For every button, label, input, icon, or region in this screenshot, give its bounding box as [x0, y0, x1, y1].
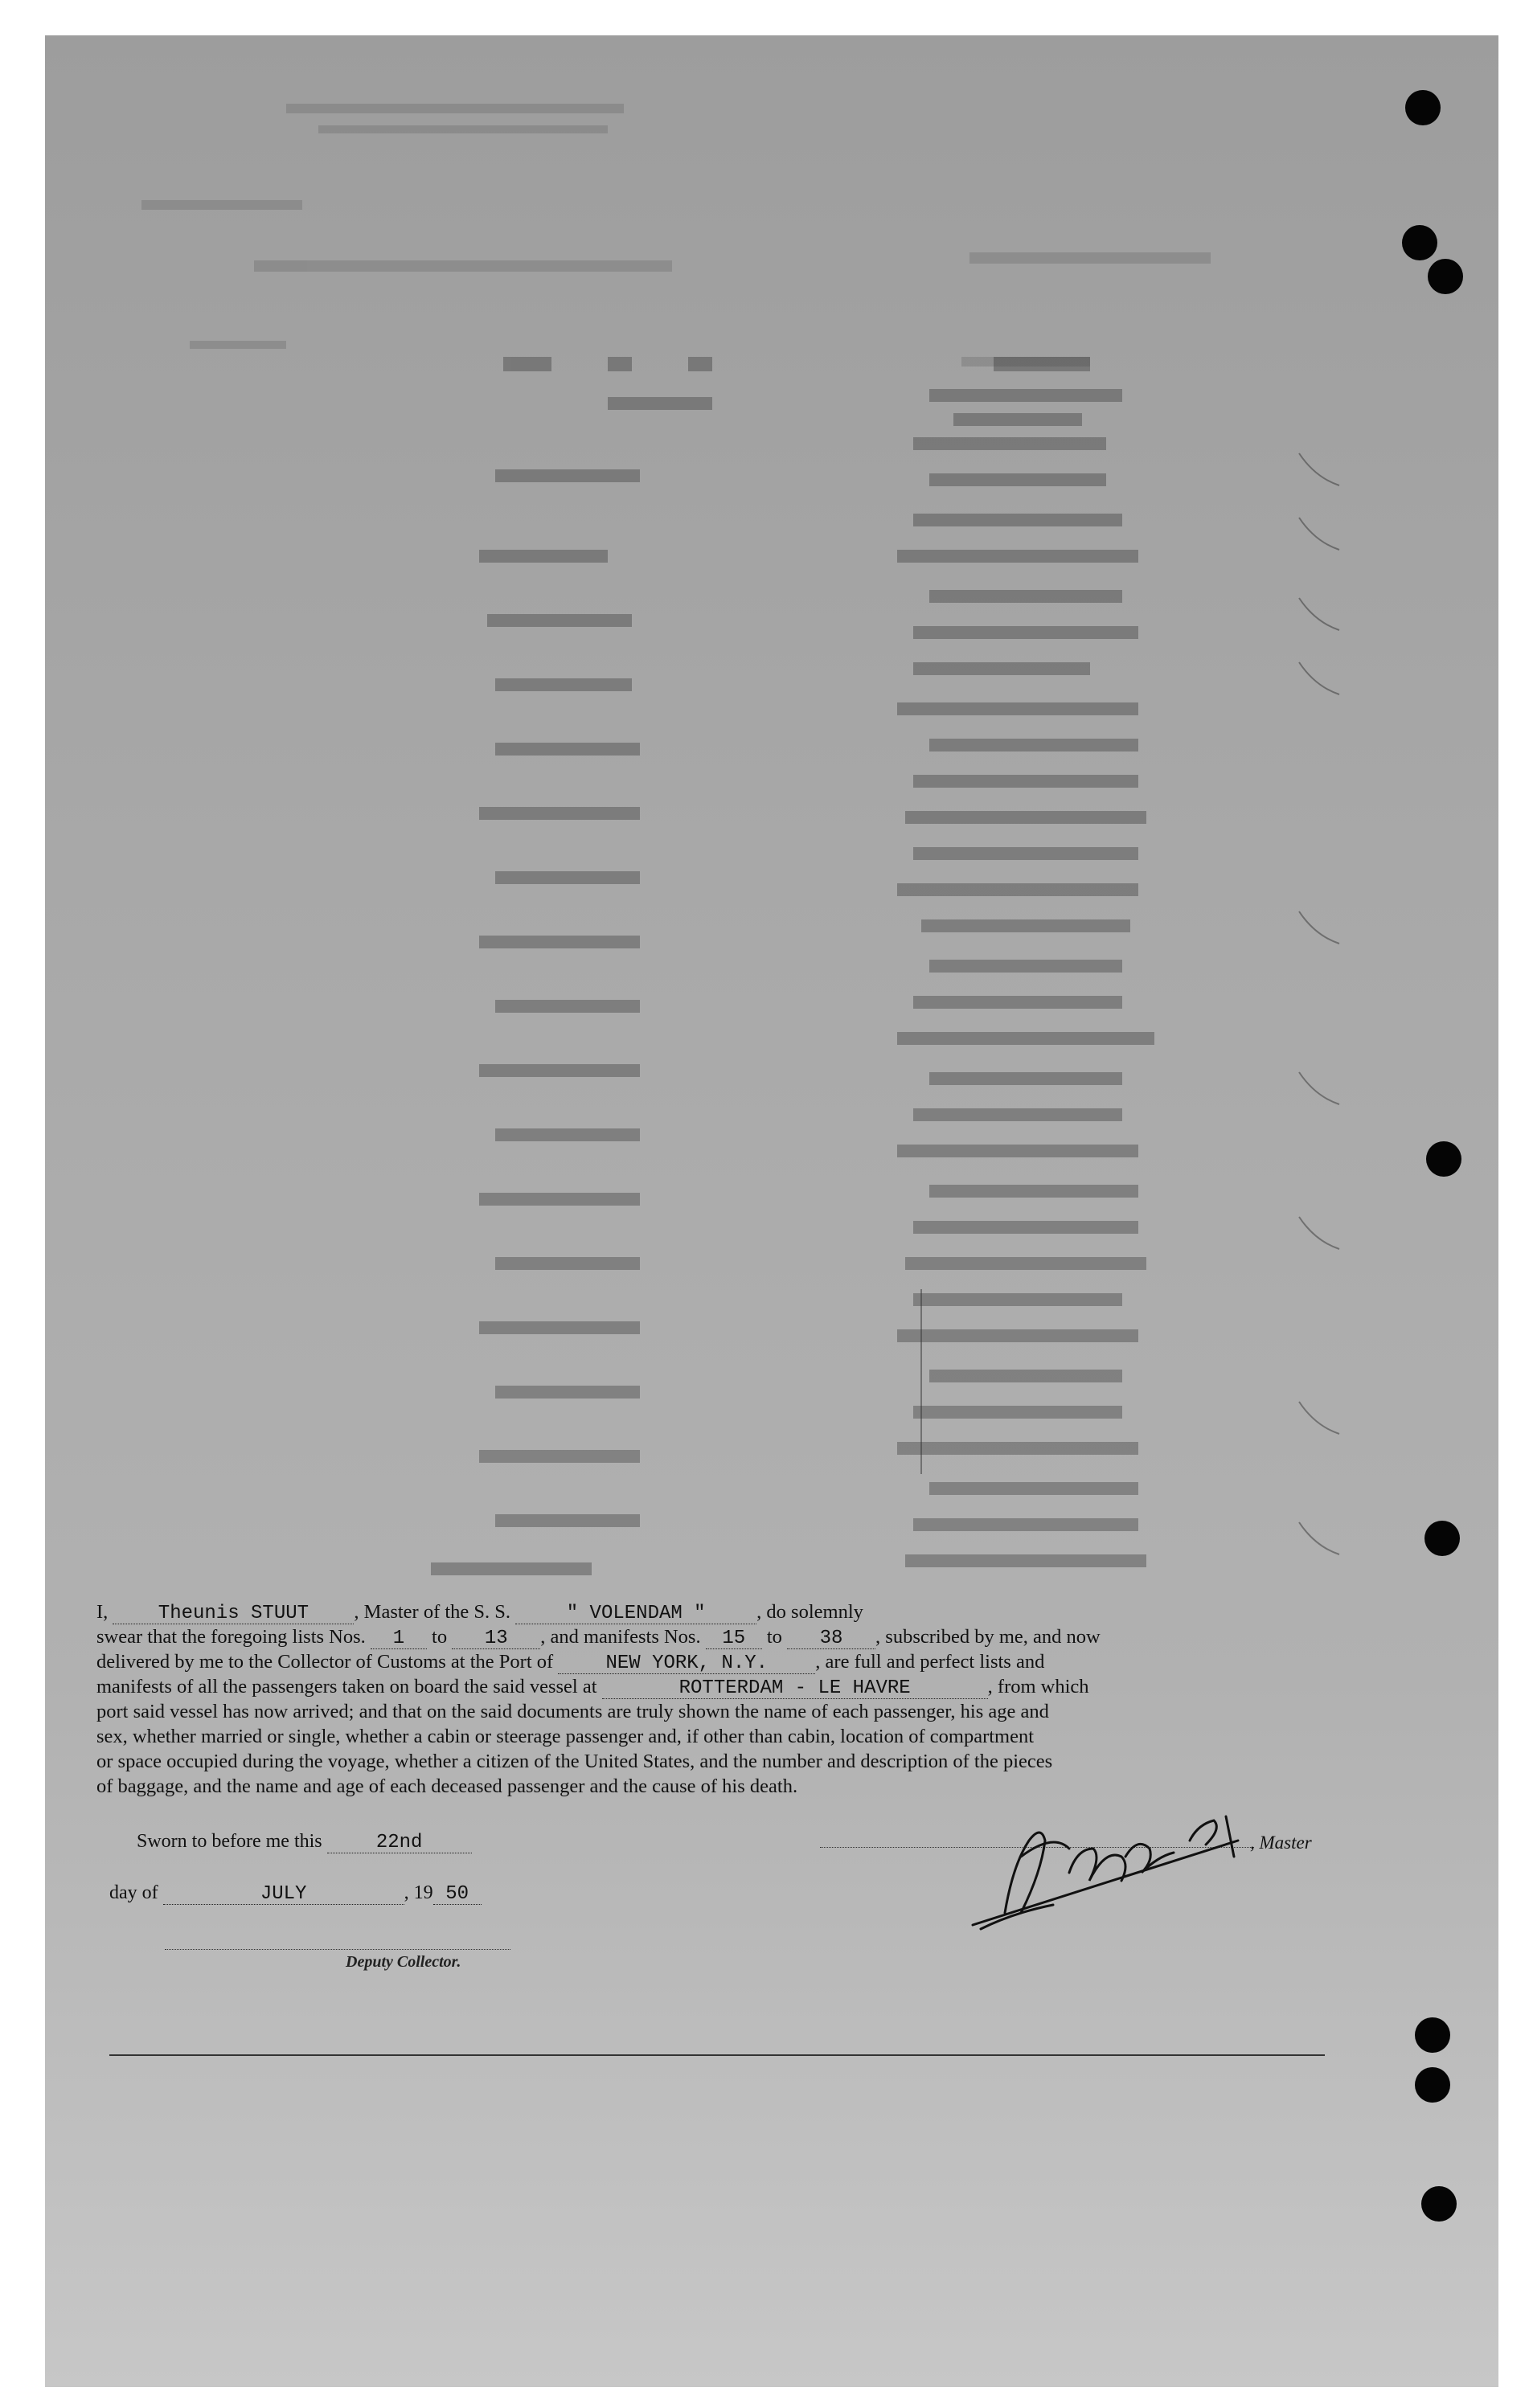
ship-name-field: " VOLENDAM " [515, 1604, 756, 1624]
month-field: JULY [163, 1885, 404, 1905]
punch-hole [1402, 225, 1437, 260]
deputy-collector-line [165, 1949, 510, 1950]
affidavit-line-3 [96, 1649, 1334, 1674]
affidavit-text: , are full and perfect lists and [815, 1651, 1045, 1673]
affidavit-text: , subscribed by me, and now [875, 1626, 1101, 1648]
master-label: , Master [1250, 1833, 1312, 1853]
affidavit-text: delivered by me to the Collector of Customs at the Port of [96, 1651, 554, 1673]
manifest-to-field: 38 [787, 1629, 875, 1649]
year-field: 50 [433, 1885, 482, 1905]
bottom-rule [109, 2054, 1325, 2056]
punch-hole [1405, 90, 1441, 125]
bleed-through-texture [45, 35, 1498, 1603]
master-signature [949, 1792, 1286, 1953]
affidavit-body-4: of baggage, and the name and age of each deceased passenger and the cause of his death. [96, 1775, 798, 1797]
punch-hole [1426, 1141, 1461, 1177]
sworn-text: Sworn to before me this [137, 1831, 322, 1852]
punch-hole [1421, 2186, 1457, 2222]
affidavit-body-1: port said vessel has now arrived; and that on the said documents are truly shown the name of each passenger, his age and [96, 1701, 1049, 1722]
origin-port-field: ROTTERDAM - LE HAVRE [602, 1679, 988, 1699]
affidavit-text: to [432, 1626, 448, 1648]
affidavit-body-3: or space occupied during the voyage, whether a citizen of the United States, and the number and description of the pieces [96, 1751, 1053, 1772]
affidavit-text: I, [96, 1601, 109, 1623]
punch-hole [1415, 2017, 1450, 2053]
day-of-text: day of [109, 1882, 158, 1903]
day-of-line [109, 1882, 482, 1905]
punch-hole [1424, 1521, 1460, 1556]
affidavit-body-2: sex, whether married or single, whether a cabin or steerage passenger and, if other than cabin, location of compartment [96, 1726, 1035, 1747]
affidavit-line-1 [96, 1599, 1334, 1624]
master-name-field: Theunis STUUT [113, 1604, 354, 1624]
sworn-day-field: 22nd [327, 1833, 472, 1853]
affidavit-text: to [766, 1626, 782, 1648]
punch-hole [1415, 2067, 1450, 2103]
year-prefix-text: , 19 [404, 1882, 433, 1903]
masters-affidavit [96, 1599, 1334, 1799]
punch-hole [1428, 259, 1463, 294]
affidavit-line-4 [96, 1674, 1334, 1699]
affidavit-text: , from which [987, 1676, 1089, 1697]
list-from-field: 1 [371, 1629, 427, 1649]
list-to-field: 13 [452, 1629, 540, 1649]
sworn-line [137, 1831, 472, 1853]
manifest-sheet [45, 35, 1498, 2387]
affidavit-text: swear that the foregoing lists Nos. [96, 1626, 366, 1648]
affidavit-line-2 [96, 1624, 1334, 1649]
affidavit-text: , do solemnly [756, 1601, 863, 1623]
port-field: NEW YORK, N.Y. [558, 1654, 815, 1674]
affidavit-text: , Master of the S. S. [354, 1601, 511, 1623]
deputy-collector-label: Deputy Collector. [346, 1953, 461, 1971]
affidavit-text: , and manifests Nos. [540, 1626, 701, 1648]
affidavit-text: manifests of all the passengers taken on board the said vessel at [96, 1676, 597, 1697]
manifest-from-field: 15 [706, 1629, 762, 1649]
